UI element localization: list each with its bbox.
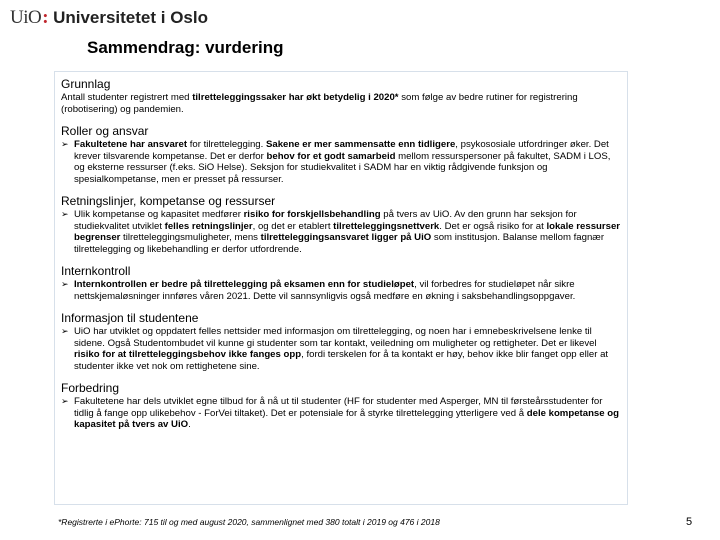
section-heading-informasjon: Informasjon til studentene <box>61 311 199 325</box>
section-internkontroll <box>61 264 627 302</box>
summary-content-box <box>54 71 628 505</box>
arrow-bullet-icon: ➢ <box>61 279 69 289</box>
section-retningslinjer <box>61 194 627 255</box>
bullet-item-internkontroll <box>61 279 627 302</box>
arrow-bullet-icon: ➢ <box>61 396 69 406</box>
uio-logo-name: Universitetet i Oslo <box>53 8 208 27</box>
bullet-text-internkontroll: Internkontrollen er bedre på tilrettelegging på eksamen enn for studieløpet, vil forbedres for studieløpet når sikre nettskjemaløsninger innføres våren 2021. Dette vil sannsynligvis også medføre en økning i saksbehandlingsoppgaver. <box>74 279 576 302</box>
uio-logo-mark: UiO: <box>10 7 49 28</box>
bullet-item-informasjon <box>61 326 627 372</box>
section-heading-forbedring: Forbedring <box>61 381 120 395</box>
section-heading-grunnlag: Grunnlag <box>61 77 111 91</box>
bullet-text-roller: Fakultetene har ansvaret for tilrettelegging. Sakene er mer sammensatte enn tidligere, psykososiale utfordringer øker. Det krever tilsvarende kompetanse. Det er derfor behov for et godt samarbeid mellom ressurspersoner på fakultet, SADM i LOS, og eksterne ressurser (f.eks. SiO Helse). Seksjon for studiekvalitet i SADM har en viktig rådgivende funksjon og spesialkompetanse, men er presset på ressurser. <box>74 139 611 185</box>
arrow-bullet-icon: ➢ <box>61 209 69 219</box>
bullet-item-roller <box>61 139 627 185</box>
bullet-item-retningslinjer <box>61 209 627 255</box>
page-number: 5 <box>686 516 693 528</box>
section-informasjon <box>61 311 627 372</box>
section-text-grunnlag: Antall studenter registrert med tilretteleggingssaker har økt betydelig i 2020* som følge av bedre rutiner for registrering (robotisering) og pandemien. <box>61 92 578 115</box>
arrow-bullet-icon: ➢ <box>61 139 69 149</box>
section-forbedring <box>61 381 627 431</box>
uio-logo <box>10 7 208 29</box>
section-roller <box>61 124 627 185</box>
bullet-text-forbedring: Fakultetene har dels utviklet egne tilbud for å nå ut til studenter (HF for studenter med Asperger, MN til førsteårsstudenter for tidlig å fange opp ulikebehov - ForVei tiltaket). Det er potensiale for å styrke tilrettelegging ytterligere ved å dele kompetanse og kapasitet på tvers av UiO. <box>74 396 619 430</box>
bullet-text-retningslinjer: Ulik kompetanse og kapasitet medfører risiko for forskjellsbehandling på tvers av UiO. Av den grunn har seksjon for studiekvalitet utviklet felles retningslinjer, og det er etablert tilretteleggingsnettverk. Det er også risiko for at lokale ressurser begrenser tilretteleggingsmuligheter, mens tilretteleggingsansvaret ligger på UiO som institusjon. Balanse mellom fagnær tilrettelegging og likebehandling er derfor utfordrende. <box>74 209 621 255</box>
section-grunnlag <box>61 77 627 115</box>
bullet-text-informasjon: UiO har utviklet og oppdatert felles nettsider med informasjon om tilrettelegging, og noen har i emnebeskrivelsene lenke til sidene. Også Studentombudet vil kunne gi studenter som tar kontakt, veiledning om muligheter og rettigheter. Det er likevel risiko for at tilretteleggingsbehov ikke fanges opp, fordi terskelen for å ta kontakt er høy, behov ikke blir fanget opp eller at studenter ikke vet nok om rettighetene sine. <box>74 326 609 372</box>
slide-title: Sammendrag: vurdering <box>87 38 284 57</box>
arrow-bullet-icon: ➢ <box>61 326 69 336</box>
section-heading-roller: Roller og ansvar <box>61 124 149 138</box>
section-heading-retningslinjer: Retningslinjer, kompetanse og ressurser <box>61 194 276 208</box>
footnote: *Registrerte i ePhorte: 715 til og med august 2020, sammenlignet med 380 totalt i 2019 og 476 i 2018 <box>58 517 440 527</box>
section-heading-internkontroll: Internkontroll <box>61 264 131 278</box>
bullet-item-forbedring <box>61 396 627 431</box>
